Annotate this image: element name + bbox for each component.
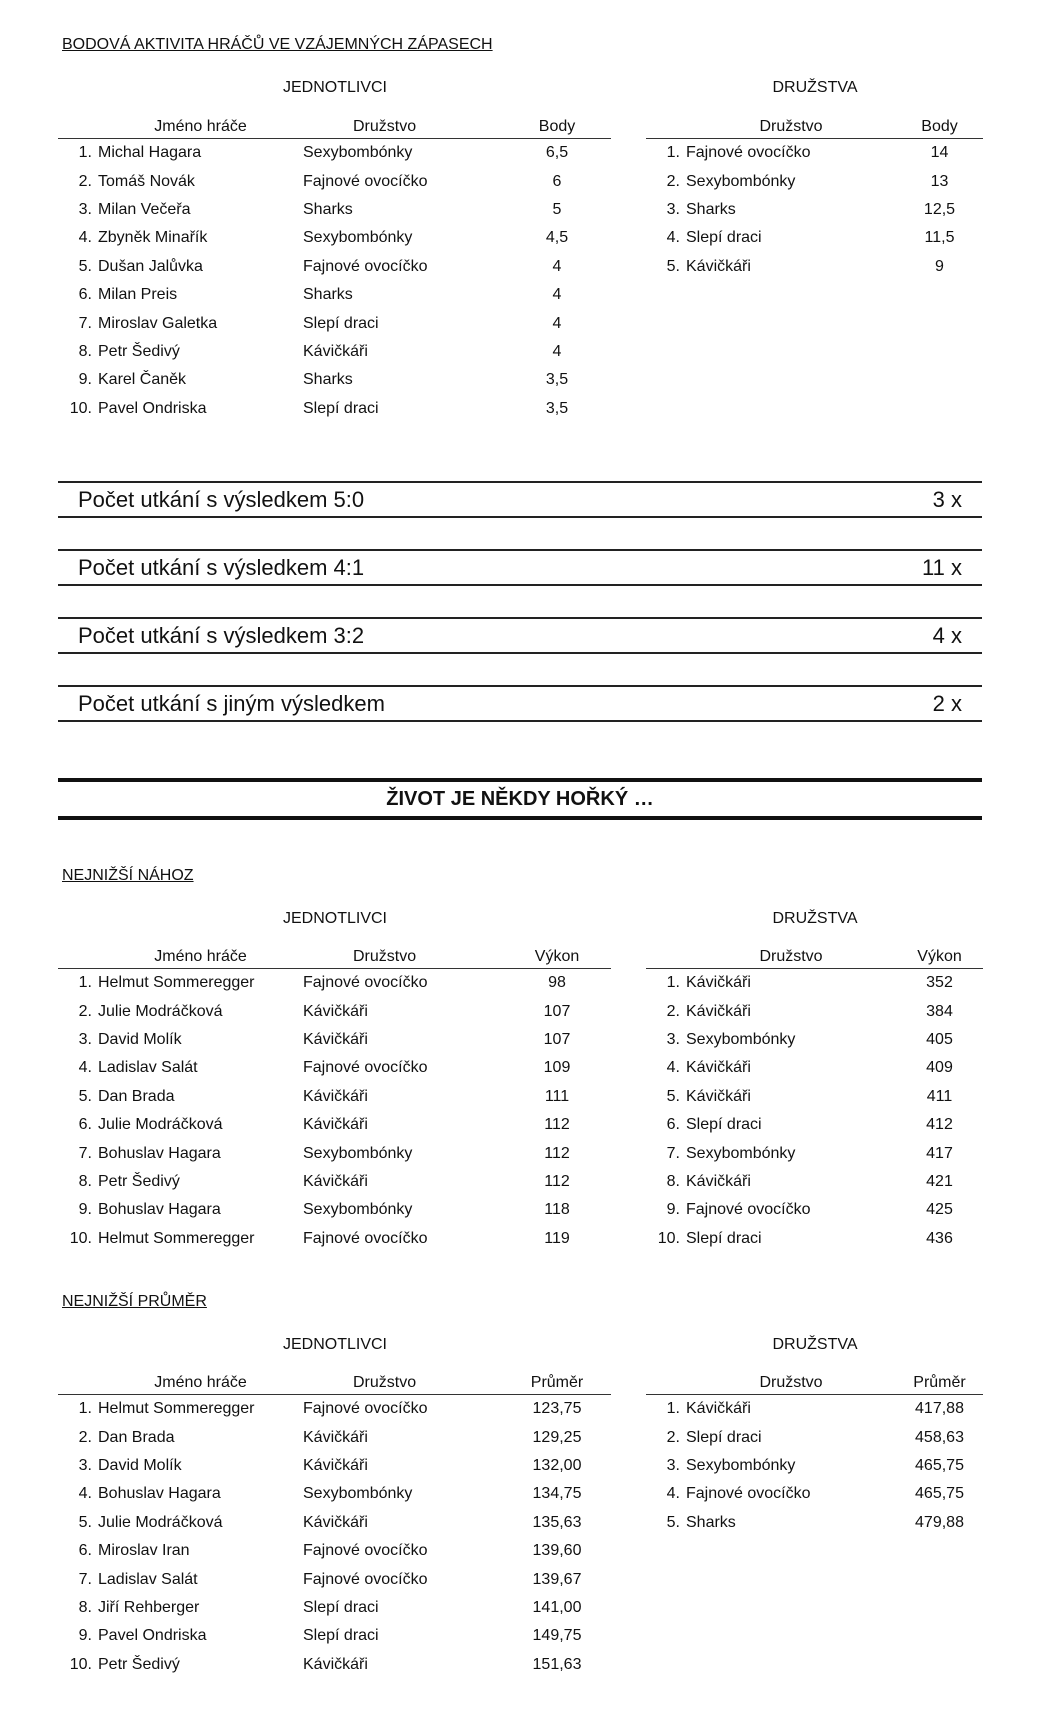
value-cell: 6,5: [545, 144, 569, 162]
teams-label: DRUŽSTVA: [772, 79, 858, 96]
result-label: Počet utkání s jiným výsledkem: [78, 690, 385, 716]
rank-cell: 9.: [78, 371, 92, 389]
table-row: [646, 969, 983, 998]
table-row: [58, 338, 611, 366]
team-cell: Fajnové ovocíčko: [686, 144, 811, 162]
value-cell: 151,63: [532, 1655, 582, 1673]
rank-cell: 2.: [666, 1002, 680, 1020]
column-header-value: Průměr: [530, 1374, 584, 1391]
rank-cell: 10.: [69, 1655, 92, 1673]
player-name-cell: David Molík: [98, 1456, 182, 1474]
section-title-lowest-average: NEJNIŽŠÍ PRŮMĚR: [62, 1293, 207, 1310]
table-row: [646, 167, 983, 195]
table-row: [646, 1168, 983, 1196]
value-cell: 417,88: [915, 1400, 964, 1418]
individuals-lowest-average-table: [58, 1368, 611, 1679]
team-cell: Slepí draci: [303, 314, 379, 332]
rank-cell: 2.: [666, 1428, 680, 1446]
team-cell: Sexybombónky: [686, 172, 796, 190]
column-header-value: Průměr: [913, 1374, 966, 1391]
team-cell: Sharks: [303, 286, 353, 304]
result-row-4-1: [58, 549, 982, 586]
rank-cell: 6.: [78, 1116, 92, 1134]
player-name-cell: Dušan Jalůvka: [98, 257, 203, 275]
header-row: [58, 1368, 611, 1395]
team-cell: Sexybombónky: [686, 1144, 796, 1162]
table-row: [646, 1026, 983, 1054]
rank-cell: 5.: [666, 257, 680, 275]
value-cell: 112: [544, 1116, 570, 1134]
result-count: 2 x: [932, 690, 962, 716]
rank-cell: 4.: [78, 1059, 92, 1077]
column-header-value: Výkon: [917, 948, 962, 965]
player-name-cell: Bohuslav Hagara: [98, 1201, 221, 1219]
rank-cell: 1.: [666, 144, 680, 162]
result-row-other: [58, 685, 982, 722]
team-cell: Slepí draci: [686, 1428, 762, 1446]
team-cell: Sharks: [303, 371, 353, 389]
table-row: [58, 1168, 611, 1196]
column-header-value: Body: [538, 118, 576, 135]
table-row: [58, 1083, 611, 1111]
value-cell: 3,5: [545, 399, 569, 417]
player-name-cell: Milan Preis: [98, 286, 178, 304]
team-cell: Kávičkáři: [686, 1002, 751, 1020]
table-row: [58, 1537, 611, 1565]
teams-lowest-average-table: [646, 1368, 983, 1537]
team-cell: Kávičkáři: [686, 1172, 751, 1190]
team-cell: Kávičkáři: [303, 1030, 368, 1048]
player-name-cell: Tomáš Novák: [98, 172, 195, 190]
player-name-cell: Jiří Rehberger: [98, 1598, 200, 1616]
table-row: [58, 395, 611, 423]
table-row: [58, 1480, 611, 1508]
table-row: [58, 139, 611, 168]
rank-cell: 8.: [78, 1172, 92, 1190]
table-row: [58, 1509, 611, 1537]
team-cell: Sexybombónky: [686, 1456, 796, 1474]
team-cell: Kávičkáři: [303, 1513, 368, 1531]
value-cell: 405: [926, 1030, 953, 1048]
player-name-cell: Julie Modráčková: [98, 1513, 223, 1531]
rank-cell: 8.: [78, 1598, 92, 1616]
value-cell: 421: [926, 1172, 953, 1190]
rank-cell: 10.: [69, 1229, 92, 1247]
rank-cell: 6.: [78, 286, 92, 304]
rank-cell: 7.: [78, 1570, 92, 1588]
rank-cell: 7.: [78, 1144, 92, 1162]
team-cell: Kávičkáři: [303, 1655, 368, 1673]
individuals-label: JEDNOTLIVCI: [282, 910, 387, 927]
header-row: [646, 112, 983, 139]
team-cell: Fajnové ovocíčko: [303, 1400, 428, 1418]
value-cell: 13: [930, 172, 949, 190]
value-cell: 412: [926, 1116, 953, 1134]
banner-heading: ŽIVOT JE NĚKDY HOŘKÝ …: [58, 778, 982, 820]
teams-label: DRUŽSTVA: [772, 1336, 858, 1353]
table-row: [58, 253, 611, 281]
team-cell: Slepí draci: [686, 1229, 762, 1247]
team-cell: Fajnové ovocíčko: [303, 1570, 428, 1588]
player-name-cell: Ladislav Salát: [98, 1570, 198, 1588]
table-row: [58, 167, 611, 195]
value-cell: 112: [544, 1172, 570, 1190]
team-cell: Kávičkáři: [686, 974, 751, 992]
value-cell: 119: [544, 1229, 570, 1247]
team-cell: Kávičkáři: [303, 342, 368, 360]
rank-cell: 6.: [78, 1542, 92, 1560]
value-cell: 411: [926, 1087, 953, 1105]
value-cell: 134,75: [532, 1485, 582, 1503]
player-name-cell: Helmut Sommeregger: [98, 1229, 255, 1247]
table-row: [646, 253, 983, 281]
rank-header: [58, 112, 98, 139]
teams-lowest-throw-table: [646, 942, 983, 1253]
player-name-cell: Julie Modráčková: [98, 1002, 223, 1020]
rank-cell: 7.: [78, 314, 92, 332]
table-row: [58, 196, 611, 224]
player-name-cell: Petr Šedivý: [98, 1172, 180, 1190]
team-cell: Fajnové ovocíčko: [303, 1542, 428, 1560]
table-row: [58, 1111, 611, 1139]
team-cell: Fajnové ovocíčko: [303, 257, 428, 275]
player-name-cell: Michal Hagara: [98, 144, 202, 162]
rank-header: [646, 1368, 686, 1395]
value-cell: 141,00: [532, 1598, 582, 1616]
value-cell: 123,75: [532, 1400, 582, 1418]
table-row: [646, 1395, 983, 1424]
rank-cell: 5.: [78, 1087, 92, 1105]
team-cell: Sexybombónky: [303, 1201, 413, 1219]
rank-cell: 3.: [78, 1456, 92, 1474]
rank-cell: 3.: [78, 200, 92, 218]
individuals-label: JEDNOTLIVCI: [282, 79, 387, 96]
rank-cell: 5.: [666, 1513, 680, 1531]
rank-header: [646, 942, 686, 969]
value-cell: 384: [926, 1002, 953, 1020]
rank-cell: 8.: [78, 342, 92, 360]
team-cell: Slepí draci: [303, 399, 379, 417]
table-row: [58, 281, 611, 309]
team-cell: Slepí draci: [303, 1627, 379, 1645]
value-cell: 6: [552, 172, 562, 190]
table-row: [58, 309, 611, 337]
table-row: [646, 1423, 983, 1451]
value-cell: 425: [926, 1201, 953, 1219]
team-cell: Fajnové ovocíčko: [303, 1229, 428, 1247]
value-cell: 3,5: [545, 371, 569, 389]
table-row: [646, 1196, 983, 1224]
table-row: [646, 1509, 983, 1537]
team-cell: Kávičkáři: [303, 1428, 368, 1446]
individuals-lowest-throw-table: [58, 942, 611, 1253]
table-row: [58, 1225, 611, 1253]
value-cell: 4: [552, 286, 562, 304]
section-title-lowest-throw: NEJNIŽŠÍ NÁHOZ: [62, 867, 194, 884]
value-cell: 4: [552, 314, 562, 332]
team-cell: Fajnové ovocíčko: [303, 172, 428, 190]
rank-header: [58, 942, 98, 969]
rank-cell: 9.: [78, 1627, 92, 1645]
team-cell: Kávičkáři: [686, 1059, 751, 1077]
table-row: [646, 224, 983, 252]
section-title-points: BODOVÁ AKTIVITA HRÁČŮ VE VZÁJEMNÝCH ZÁPASECH: [62, 36, 493, 53]
header-row: [58, 942, 611, 969]
result-row-5-0: [58, 481, 982, 518]
table-row: [58, 1651, 611, 1679]
result-count: 11 x: [922, 554, 962, 580]
table-row: [646, 1480, 983, 1508]
value-cell: 417: [926, 1144, 953, 1162]
table-row: [646, 196, 983, 224]
team-cell: Slepí draci: [686, 229, 762, 247]
player-name-cell: Milan Večeřa: [98, 200, 191, 218]
table-row: [58, 1196, 611, 1224]
table-row: [646, 1139, 983, 1167]
team-cell: Slepí draci: [686, 1116, 762, 1134]
value-cell: 11,5: [924, 229, 955, 247]
rank-cell: 3.: [666, 1030, 680, 1048]
value-cell: 409: [926, 1059, 953, 1077]
rank-cell: 6.: [666, 1116, 680, 1134]
team-cell: Sexybombónky: [303, 229, 413, 247]
player-name-cell: Bohuslav Hagara: [98, 1485, 221, 1503]
player-name-cell: Miroslav Galetka: [98, 314, 218, 332]
player-name-cell: Pavel Ondriska: [98, 1627, 207, 1645]
column-header-team: Družstvo: [759, 1374, 823, 1391]
table-row: [646, 997, 983, 1025]
value-cell: 107: [543, 1002, 571, 1020]
rank-cell: 10.: [69, 399, 92, 417]
team-cell: Fajnové ovocíčko: [303, 974, 428, 992]
team-cell: Fajnové ovocíčko: [303, 1059, 428, 1077]
team-cell: Kávičkáři: [686, 1400, 751, 1418]
player-name-cell: Petr Šedivý: [98, 1655, 180, 1673]
column-header-player: Jméno hráče: [154, 948, 247, 965]
value-cell: 112: [544, 1144, 570, 1162]
column-header-team: Družstvo: [353, 1374, 417, 1391]
header-row: [58, 112, 611, 139]
value-cell: 132,00: [532, 1456, 582, 1474]
table-row: [58, 969, 611, 998]
rank-cell: 2.: [78, 172, 92, 190]
column-header-team: Družstvo: [353, 118, 417, 135]
individuals-label: JEDNOTLIVCI: [282, 1336, 387, 1353]
rank-cell: 8.: [666, 1172, 680, 1190]
individuals-points-table: [58, 112, 611, 423]
value-cell: 139,60: [532, 1542, 582, 1560]
rank-cell: 4.: [78, 229, 92, 247]
column-header-value: Body: [921, 118, 958, 135]
table-row: [58, 1565, 611, 1593]
value-cell: 111: [544, 1087, 570, 1105]
team-cell: Kávičkáři: [303, 1087, 368, 1105]
team-cell: Sexybombónky: [303, 1144, 413, 1162]
rank-cell: 1.: [666, 1400, 680, 1418]
result-label: Počet utkání s výsledkem 3:2: [78, 622, 365, 648]
rank-cell: 7.: [666, 1144, 680, 1162]
player-name-cell: Miroslav Iran: [98, 1542, 190, 1560]
rank-cell: 2.: [666, 172, 680, 190]
value-cell: 352: [926, 974, 953, 992]
team-cell: Fajnové ovocíčko: [686, 1485, 811, 1503]
result-count: 3 x: [932, 486, 962, 512]
rank-cell: 1.: [78, 1400, 92, 1418]
teams-points-table: [646, 112, 983, 281]
player-name-cell: Dan Brada: [98, 1087, 175, 1105]
rank-cell: 3.: [666, 1456, 680, 1474]
team-cell: Kávičkáři: [303, 1116, 368, 1134]
table-row: [58, 997, 611, 1025]
rank-cell: 10.: [657, 1229, 680, 1247]
value-cell: 465,75: [915, 1485, 964, 1503]
team-cell: Sexybombónky: [303, 1485, 413, 1503]
team-cell: Kávičkáři: [303, 1456, 368, 1474]
table-row: [646, 1111, 983, 1139]
value-cell: 109: [543, 1059, 571, 1077]
team-cell: Kávičkáři: [686, 257, 751, 275]
rank-cell: 3.: [78, 1030, 92, 1048]
team-cell: Kávičkáři: [303, 1172, 368, 1190]
rank-cell: 9.: [78, 1201, 92, 1219]
table-row: [646, 1452, 983, 1480]
player-name-cell: Julie Modráčková: [98, 1116, 223, 1134]
result-count: 4 x: [932, 622, 962, 648]
rank-cell: 1.: [78, 974, 92, 992]
table-row: [58, 1452, 611, 1480]
value-cell: 479,88: [915, 1513, 964, 1531]
player-name-cell: Helmut Sommeregger: [98, 974, 255, 992]
rank-cell: 4.: [666, 1059, 680, 1077]
player-name-cell: Zbyněk Minařík: [98, 229, 208, 247]
team-cell: Sexybombónky: [686, 1030, 796, 1048]
value-cell: 14: [930, 144, 949, 162]
rank-cell: 5.: [78, 1513, 92, 1531]
table-row: [58, 1423, 611, 1451]
rank-cell: 9.: [666, 1201, 680, 1219]
table-row: [646, 1054, 983, 1082]
value-cell: 5: [552, 200, 562, 218]
column-header-team: Družstvo: [353, 948, 417, 965]
column-header-value: Výkon: [534, 948, 580, 965]
player-name-cell: Petr Šedivý: [98, 342, 180, 360]
team-cell: Slepí draci: [303, 1598, 379, 1616]
value-cell: 4,5: [545, 229, 569, 247]
value-cell: 436: [926, 1229, 953, 1247]
table-row: [646, 1225, 983, 1253]
value-cell: 4: [552, 342, 562, 360]
table-row: [58, 1054, 611, 1082]
column-header-player: Jméno hráče: [154, 118, 247, 135]
rank-cell: 5.: [666, 1087, 680, 1105]
table-row: [58, 1622, 611, 1650]
team-cell: Sharks: [686, 200, 736, 218]
column-header-player: Jméno hráče: [154, 1374, 247, 1391]
table-row: [58, 366, 611, 394]
table-row: [58, 1139, 611, 1167]
table-row: [58, 1026, 611, 1054]
header-row: [646, 942, 983, 969]
player-name-cell: Dan Brada: [98, 1428, 175, 1446]
team-cell: Kávičkáři: [686, 1087, 751, 1105]
rank-cell: 2.: [78, 1002, 92, 1020]
column-header-team: Družstvo: [759, 118, 823, 135]
rank-cell: 4.: [666, 229, 680, 247]
rank-cell: 5.: [78, 257, 92, 275]
value-cell: 12,5: [923, 200, 956, 218]
team-cell: Sexybombónky: [303, 144, 413, 162]
team-cell: Sharks: [303, 200, 353, 218]
value-cell: 129,25: [532, 1428, 582, 1446]
table-row: [646, 139, 983, 168]
value-cell: 4: [552, 257, 562, 275]
table-row: [646, 1083, 983, 1111]
teams-label: DRUŽSTVA: [772, 910, 858, 927]
column-header-team: Družstvo: [759, 948, 823, 965]
value-cell: 465,75: [915, 1456, 964, 1474]
rank-header: [58, 1368, 98, 1395]
player-name-cell: Karel Čaněk: [98, 371, 187, 389]
value-cell: 135,63: [532, 1513, 582, 1531]
value-cell: 149,75: [532, 1627, 582, 1645]
table-row: [58, 224, 611, 252]
rank-cell: 3.: [666, 200, 680, 218]
value-cell: 458,63: [915, 1428, 964, 1446]
rank-cell: 1.: [666, 974, 680, 992]
player-name-cell: Ladislav Salát: [98, 1059, 198, 1077]
header-row: [646, 1368, 983, 1395]
rank-cell: 2.: [78, 1428, 92, 1446]
player-name-cell: Helmut Sommeregger: [98, 1400, 255, 1418]
rank-cell: 4.: [666, 1485, 680, 1503]
result-label: Počet utkání s výsledkem 4:1: [78, 554, 365, 580]
team-cell: Sharks: [686, 1513, 736, 1531]
table-row: [58, 1395, 611, 1424]
value-cell: 139,67: [532, 1570, 582, 1588]
result-row-3-2: [58, 617, 982, 654]
value-cell: 9: [935, 257, 944, 275]
table-row: [58, 1594, 611, 1622]
value-cell: 107: [543, 1030, 571, 1048]
rank-cell: 4.: [78, 1485, 92, 1503]
value-cell: 118: [544, 1201, 570, 1219]
team-cell: Kávičkáři: [303, 1002, 368, 1020]
result-label: Počet utkání s výsledkem 5:0: [78, 486, 365, 512]
player-name-cell: Bohuslav Hagara: [98, 1144, 221, 1162]
value-cell: 98: [548, 974, 566, 992]
rank-header: [646, 112, 686, 139]
rank-cell: 1.: [78, 144, 92, 162]
player-name-cell: David Molík: [98, 1030, 182, 1048]
team-cell: Fajnové ovocíčko: [686, 1201, 811, 1219]
player-name-cell: Pavel Ondriska: [98, 399, 207, 417]
